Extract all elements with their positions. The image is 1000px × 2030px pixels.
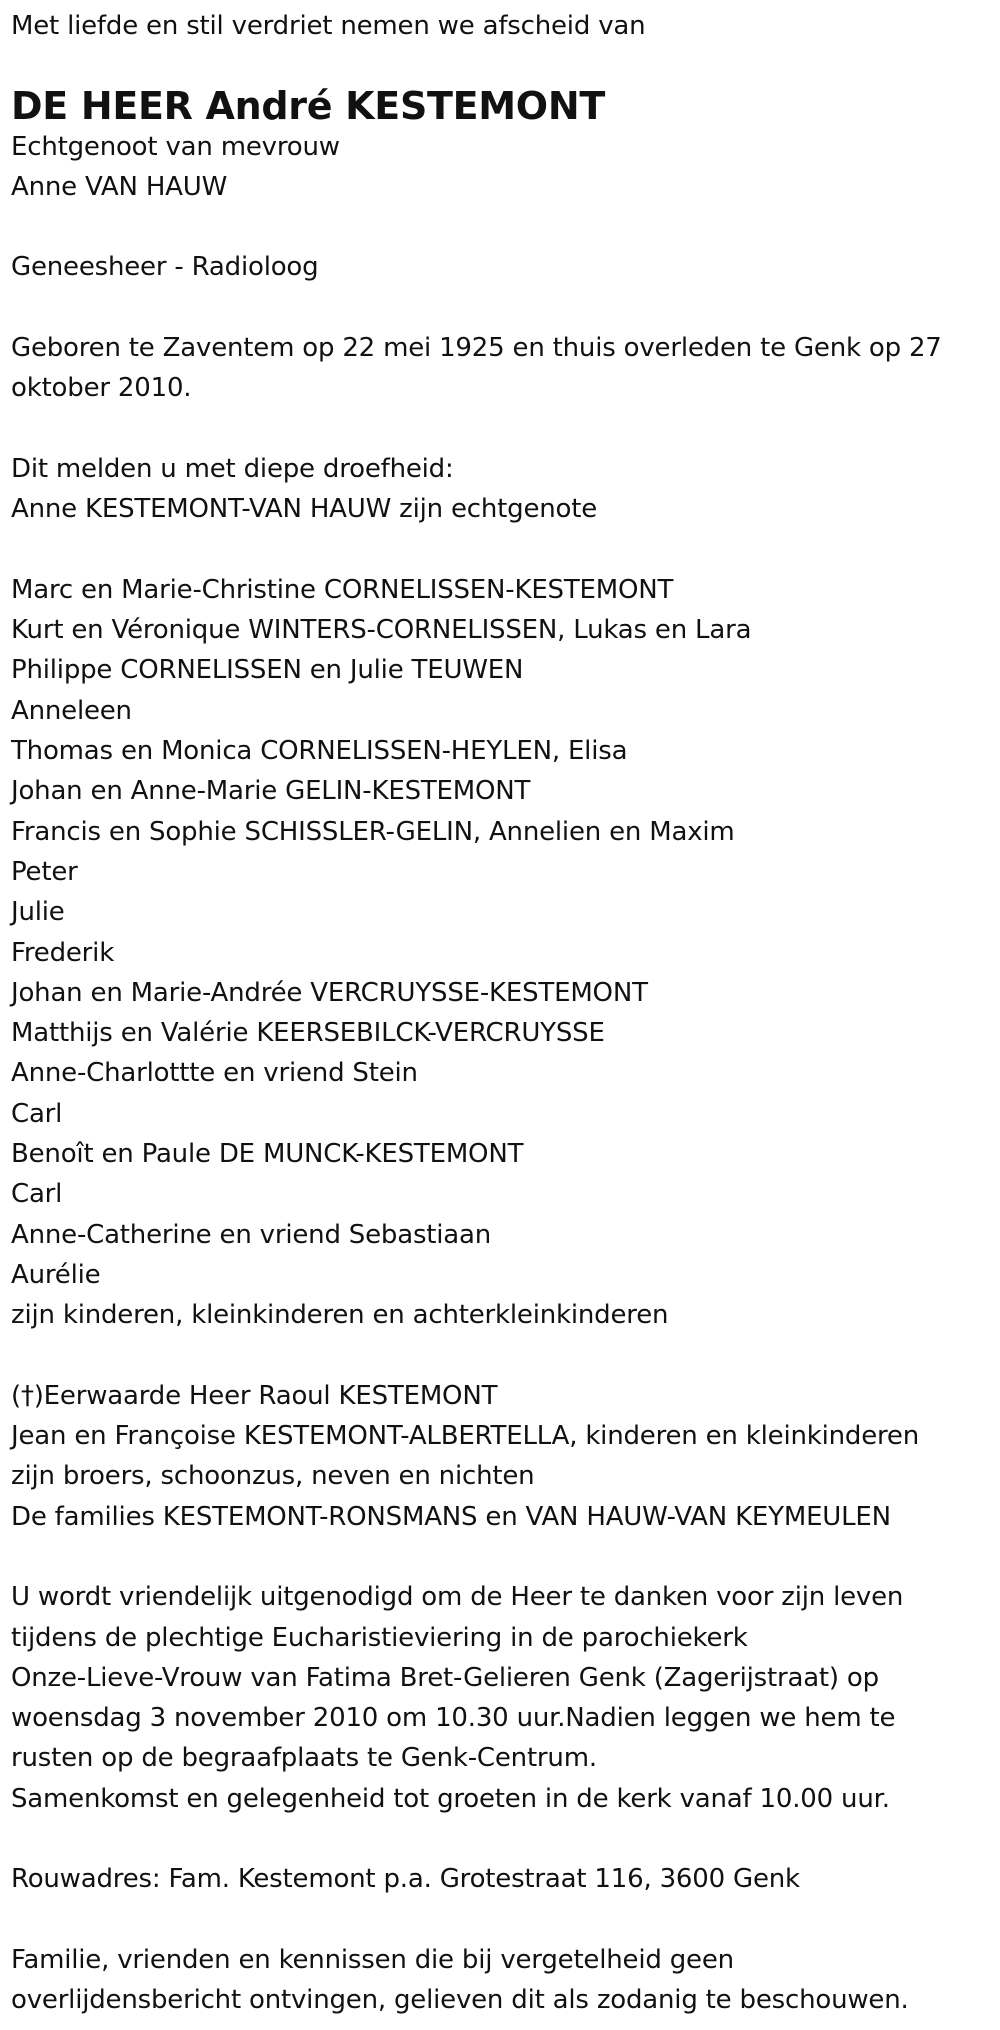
- descendant-line: Frederik: [11, 937, 115, 968]
- descendant-line: Anneleen: [11, 695, 132, 726]
- mourning-address: Rouwadres: Fam. Kestemont p.a. Grotestraat 116, 3600 Genk: [11, 1864, 800, 1895]
- descendant-line: Anne-Charlottte en vriend Stein: [11, 1058, 418, 1089]
- spacer: [11, 1900, 989, 1940]
- spacer: [11, 207, 989, 247]
- service-line: tijdens de plechtige Eucharistieviering in de parochiekerk: [11, 1622, 748, 1653]
- sibling-line: zijn broers, schoonzus, neven en nichten: [11, 1461, 535, 1492]
- descendant-line: Johan en Marie-Andrée VERCRUYSSE-KESTEMONT: [11, 977, 648, 1008]
- descendant-line: Johan en Anne-Marie GELIN-KESTEMONT: [11, 776, 531, 807]
- sibling-line: De families KESTEMONT-RONSMANS en VAN HAUW-VAN KEYMEULEN: [11, 1501, 891, 1532]
- birth-death-text: Geboren te Zaventem op 22 mei 1925 en thuis overleden te Genk op 27: [11, 333, 942, 364]
- service-line: woensdag 3 november 2010 om 10.30 uur.Nadien leggen we hem te: [11, 1703, 896, 1734]
- descendant-line: Peter: [11, 856, 78, 887]
- descendant-line: Aurélie: [11, 1259, 101, 1290]
- siblings-list: [11, 1376, 989, 1537]
- descendant-line: Marc en Marie-Christine CORNELISSEN-KESTEMONT: [11, 574, 674, 605]
- descendant-line: Philippe CORNELISSEN en Julie TEUWEN: [11, 655, 524, 686]
- descendants-list: [11, 570, 989, 1336]
- profession-text: Geneesheer - Radioloog: [11, 252, 319, 283]
- widow-line: Anne KESTEMONT-VAN HAUW zijn echtgenote: [11, 494, 598, 525]
- service-line: U wordt vriendelijk uitgenodigd om de Heer te danken voor zijn leven: [11, 1582, 904, 1613]
- service-line: Onze-Lieve-Vrouw van Fatima Bret-Gelieren Genk (Zagerijstraat) op: [11, 1662, 879, 1693]
- spacer: [11, 530, 989, 570]
- descendant-line: Benoît en Paule DE MUNCK-KESTEMONT: [11, 1139, 524, 1170]
- spacer: [11, 288, 989, 328]
- closing-paragraph: [11, 1940, 989, 2021]
- descendant-line: Thomas en Monica CORNELISSEN-HEYLEN, Elisa: [11, 736, 628, 767]
- spacer: [11, 1819, 989, 1859]
- sibling-line: Jean en Françoise KESTEMONT-ALBERTELLA, kinderen en kleinkinderen: [11, 1421, 920, 1452]
- spacer: [11, 1336, 989, 1376]
- spacer: [11, 409, 989, 449]
- descendant-line: Matthijs en Valérie KEERSEBILCK-VERCRUYSSE: [11, 1018, 605, 1049]
- spouse-line: Echtgenoot van mevrouw: [11, 131, 340, 162]
- descendant-line: Carl: [11, 1098, 63, 1129]
- descendant-line: Julie: [11, 897, 65, 928]
- descendant-line: Anne-Catherine en vriend Sebastiaan: [11, 1219, 492, 1250]
- descendant-line: zijn kinderen, kleinkinderen en achterkleinkinderen: [11, 1300, 669, 1331]
- service-line: rusten op de begraafplaats te Genk-Centrum.: [11, 1743, 597, 1774]
- service-paragraph: [11, 1577, 989, 1819]
- service-line: Samenkomst en gelegenheid tot groeten in de kerk vanaf 10.00 uur.: [11, 1783, 890, 1814]
- spouse-name: Anne VAN HAUW: [11, 171, 228, 202]
- descendant-line: Francis en Sophie SCHISSLER-GELIN, Annelien en Maxim: [11, 816, 735, 847]
- descendant-line: Carl: [11, 1179, 63, 1210]
- closing-line: Familie, vrienden en kennissen die bij vergetelheid geen: [11, 1944, 734, 1975]
- birth-death-text: oktober 2010.: [11, 373, 192, 404]
- sibling-line: (†)Eerwaarde Heer Raoul KESTEMONT: [11, 1380, 498, 1411]
- closing-line: overlijdensbericht ontvingen, gelieven dit als zodanig te beschouwen.: [11, 1985, 909, 2016]
- announce-intro: Dit melden u met diepe droefheid:: [11, 453, 454, 484]
- intro-text: Met liefde en stil verdriet nemen we afscheid van: [11, 11, 646, 41]
- spacer: [11, 1537, 989, 1577]
- descendant-line: Kurt en Véronique WINTERS-CORNELISSEN, Lukas en Lara: [11, 615, 752, 646]
- deceased-name: DE HEER André KESTEMONT: [11, 84, 605, 129]
